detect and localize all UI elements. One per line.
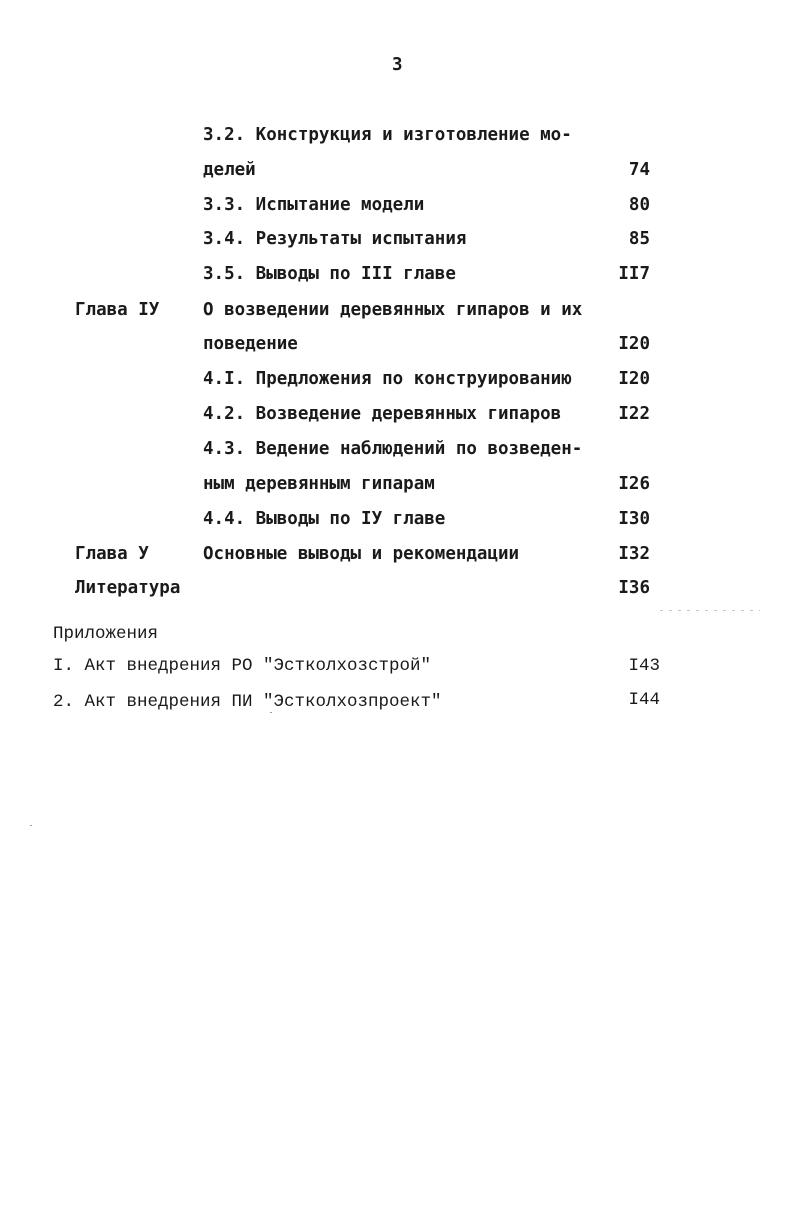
appendix-item-page: I44 — [628, 690, 660, 710]
toc-text: ным деревянным гипарам — [203, 474, 435, 494]
appendix-item-text: 2. Акт внедрения ПИ "Эстколхозпроект" — [53, 692, 442, 712]
scan-speck — [30, 825, 32, 826]
toc-text: 3.2. Конструкция и изготовление мо- — [203, 125, 572, 145]
toc-text: О возведении деревянных гипаров и их — [203, 300, 583, 320]
appendix-item-page: I43 — [628, 656, 660, 676]
toc-text: 4.3. Ведение наблюдений по возведен- — [203, 439, 583, 459]
toc-text: 3.5. Выводы по III главе — [203, 264, 456, 284]
appendix-item-text: I. Акт внедрения РО "Эстколхозстрой" — [53, 656, 432, 676]
toc-text: 3.3. Испытание модели — [203, 195, 425, 215]
toc-page: I20 — [618, 369, 650, 389]
toc-text: 4.4. Выводы по IУ главе — [203, 509, 446, 529]
page-number: 3 — [392, 55, 403, 75]
toc-page: 74 — [628, 160, 650, 180]
toc-text: Основные выводы и рекомендации — [203, 544, 520, 564]
toc-page: II7 — [618, 264, 650, 284]
toc-page: I32 — [618, 544, 650, 564]
toc-page: 85 — [628, 229, 650, 249]
toc-page: I36 — [618, 578, 650, 598]
toc-page: I26 — [618, 474, 650, 494]
toc-page: I20 — [618, 334, 650, 354]
scan-speck — [660, 610, 760, 611]
toc-page: 80 — [628, 195, 650, 215]
toc-page: I30 — [618, 509, 650, 529]
toc-text: 4.2. Возведение деревянных гипаров — [203, 404, 562, 424]
toc-chapter-label: Глава IУ — [75, 300, 160, 320]
toc-text: делей — [203, 160, 256, 180]
scan-speck — [270, 712, 272, 713]
toc-chapter-label: Глава У — [75, 544, 149, 564]
toc-page: I22 — [618, 404, 650, 424]
toc-text: 4.I. Предложения по конструированию — [203, 369, 572, 389]
toc-text: 3.4. Результаты испытания — [203, 229, 467, 249]
toc-chapter-label: Литература — [75, 578, 181, 598]
toc-text: поведение — [203, 334, 298, 354]
appendix-heading: Приложения — [53, 624, 159, 644]
